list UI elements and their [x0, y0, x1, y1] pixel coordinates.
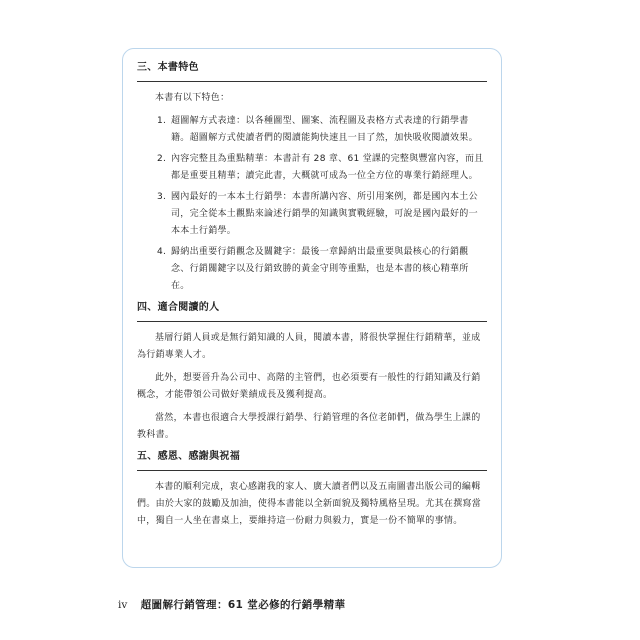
- list-item: [137, 189, 487, 240]
- list-item: [137, 151, 487, 185]
- content-card: [122, 48, 502, 568]
- section3-heading: 三、本書特色: [137, 62, 199, 73]
- section5-paragraph-1: 本書的順利完成，衷心感謝我的家人、廣大讀者們以及五南圖書出版公司的編輯們。由於大家的鼓勵及加油，使得本書能以全新面貌及獨特風格呈現。尤其在撰寫當中，獨自一人坐在書桌上，要維持這一份耐力與毅力，實是一份不簡單的事情。: [137, 482, 482, 526]
- list-item: [137, 244, 487, 295]
- features-list: [137, 113, 487, 295]
- page-footer: [118, 598, 345, 612]
- section4-heading: 四、適合閱讀的人: [137, 302, 220, 313]
- section5-rule: [137, 470, 487, 471]
- section4-paragraph-1: 基層行銷人員或是無行銷知識的人員，閱讀本書，將很快掌握住行銷精華，並成為行銷專業人才。: [137, 333, 481, 360]
- list-item: [137, 113, 487, 147]
- list-item-number: 1.: [157, 116, 167, 126]
- list-item-number: 4.: [157, 247, 167, 257]
- section4-paragraph-2: 此外，想要晉升為公司中、高階的主管們，也必須要有一般性的行銷知識及行銷概念，才能帶領公司做好業績成長及獲利提高。: [137, 373, 481, 400]
- list-item-text: 超圖解方式表達：以各種圖型、圖案、流程圖及表格方式表達的行銷學書籍。超圖解方式使讀者們的閱讀能夠快速且一目了然，加快吸收閱讀效果。: [171, 116, 478, 143]
- page-number: iv: [118, 599, 128, 611]
- section4-paragraph-3: 當然，本書也很適合大學授課行銷學、行銷管理的各位老師們，做為學生上課的教科書。: [137, 413, 481, 440]
- list-item-number: 2.: [157, 154, 167, 164]
- list-item-text: 內容完整且為重點精華：本書計有 28 章、61 堂課的完整與豐富內容，而且都是重要且精華；讀完此書，大概就可成為一位全方位的專業行銷經理人。: [171, 154, 484, 181]
- section5-heading: 五、感恩、感謝與祝福: [137, 451, 240, 462]
- section4-rule: [137, 321, 487, 322]
- list-item-text: 國內最好的一本本土行銷學：本書所講內容、所引用案例，都是國內本土公司，完全從本土觀點來論述行銷學的知識與實戰經驗，可說是國內最好的一本本土行銷學。: [171, 192, 478, 236]
- section3-rule: [137, 81, 487, 82]
- list-item-text: 歸納出重要行銷觀念及關鍵字：最後一章歸納出最重要與最核心的行銷觀念、行銷關鍵字以及行銷致勝的黃金守則等重點，也是本書的核心精華所在。: [171, 247, 469, 291]
- running-title: 超圖解行銷管理：61 堂必修的行銷學精華: [140, 599, 346, 611]
- list-item-number: 3.: [157, 192, 167, 202]
- section3-intro: 本書有以下特色：: [155, 93, 230, 103]
